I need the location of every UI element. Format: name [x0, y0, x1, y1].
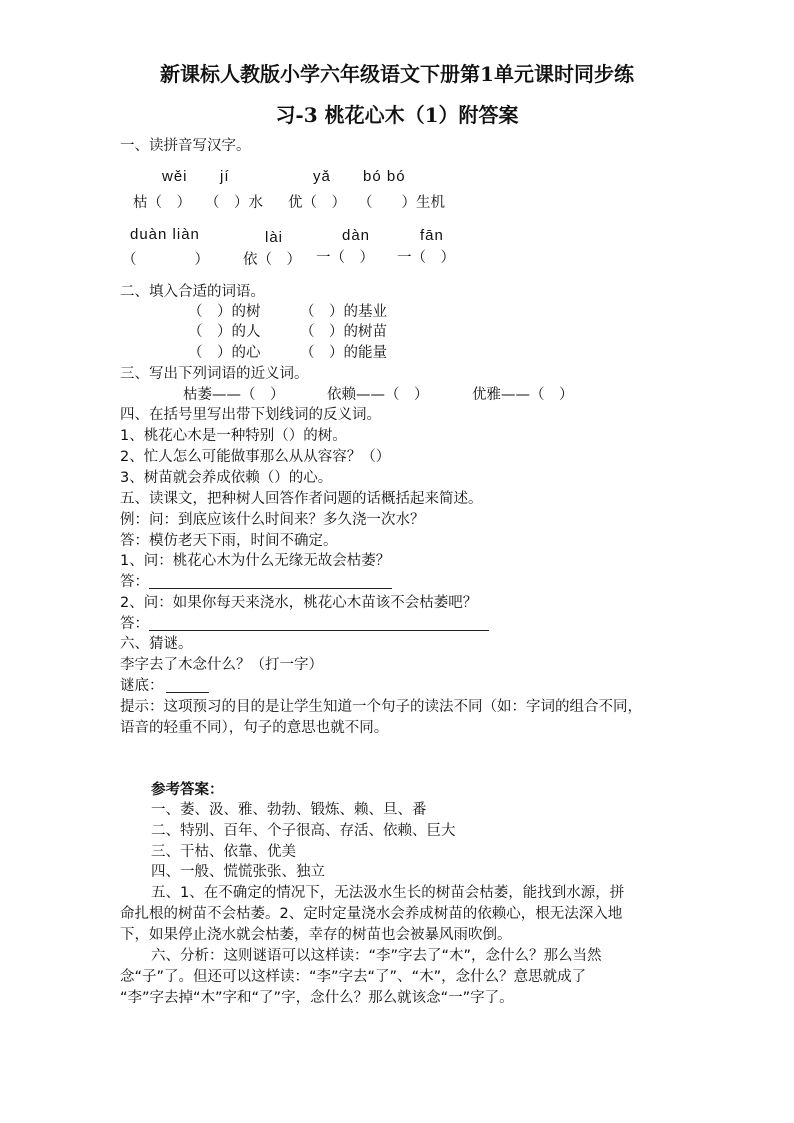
answer-section-6-line-2: 念“子”了。但还可以这样读：“李”字去“了”、“木”，念什么？意思就成了 [120, 969, 587, 985]
answer-section-6-line-3: “李”字去掉“木”字和“了”字，念什么？那么就该念“一”字了。 [120, 990, 514, 1006]
blank-yifan[interactable]: 一（ ） [397, 250, 455, 266]
section6-heading: 六、猜谜。 [120, 636, 193, 652]
pinyin-bobo: bó bó [363, 168, 406, 185]
question-1: 1、问：桃花心木为什么无缘无故会枯萎？ [120, 553, 391, 569]
section5-heading: 五、读课文，把种树人回答作者问题的话概括起来简述。 [120, 491, 483, 507]
hint-line-2: 语音的轻重不同），句子的意思也就不同。 [120, 720, 389, 736]
example-question: 例：问：到底应该什么时间来？多久浇一次水？ [120, 512, 425, 528]
page-title-line-2: 习-3 桃花心木（1）附答案 [275, 103, 519, 127]
hint-line-1: 提示：这项预习的目的是让学生知道一个句子的读法不同（如：字词的组合不同， [120, 699, 642, 715]
fill-row-1-right[interactable]: （ ）的基业 [300, 304, 387, 320]
section1-heading: 一、读拼音写汉字。 [120, 138, 251, 154]
fill-row-3-right[interactable]: （ ）的能量 [300, 345, 387, 361]
answer-section-6-line-1: 六、分析：这则谜语可以这样读：“李”字去了“木”，念什么？那么当然 [151, 948, 602, 964]
blank-yilai[interactable]: 依（ ） [243, 252, 301, 268]
pinyin-dan: dàn [342, 227, 371, 244]
synonym-youya[interactable]: 优雅——（ ） [472, 387, 574, 403]
answer-1-label: 答： [120, 574, 149, 590]
riddle-answer-label: 谜底： [120, 678, 164, 694]
riddle-text: 李字去了木念什么？（打一字） [120, 657, 323, 673]
answer-2-line[interactable] [149, 630, 489, 631]
answers-heading: 参考答案： [151, 782, 224, 798]
antonym-item-3[interactable]: 3、树苗就会养成依赖（）的心。 [120, 470, 333, 486]
blank-yidan[interactable]: 一（ ） [316, 250, 374, 266]
answer-section-2: 二、特别、百年、个子很高、存活、依赖、巨大 [151, 823, 456, 839]
pinyin-wei: wěi [162, 168, 188, 185]
section4-heading: 四、在括号里写出带下划线词的反义词。 [120, 407, 381, 423]
section2-heading: 二、填入合适的词语。 [120, 284, 265, 300]
synonym-kuwei[interactable]: 枯萎——（ ） [183, 387, 285, 403]
pinyin-ya: yǎ [313, 168, 331, 185]
pinyin-lai: lài [265, 229, 284, 246]
synonym-yilai[interactable]: 依赖——（ ） [327, 387, 429, 403]
answer-1-line[interactable] [149, 588, 392, 589]
blank-you[interactable]: 优（ ） [288, 195, 346, 211]
question-2: 2、问：如果你每天来浇水，桃花心木苗该不会枯萎吧？ [120, 595, 478, 611]
answer-section-3: 三、干枯、依靠、优美 [151, 844, 296, 860]
answer-section-5-line-2: 命扎根的树苗不会枯萎。2、定时定量浇水会养成树苗的依赖心，根无法深入地 [120, 906, 623, 922]
answer-2-label: 答： [120, 616, 149, 632]
blank-shengji[interactable]: （ ）生机 [358, 195, 445, 211]
fill-row-2-left[interactable]: （ ）的人 [188, 324, 261, 340]
page-title-line-1: 新课标人教版小学六年级语文下册第1单元课时同步练 [160, 62, 634, 86]
example-answer: 答：模仿老天下雨，时间不确定。 [120, 533, 338, 549]
answer-section-1: 一、萎、汲、雅、勃勃、锻炼、赖、旦、番 [151, 802, 427, 818]
blank-shui[interactable]: （ ）水 [205, 195, 263, 211]
blank-ku[interactable]: 枯（ ） [133, 195, 191, 211]
fill-row-1-left[interactable]: （ ）的树 [188, 304, 261, 320]
fill-row-2-right[interactable]: （ ）的树苗 [300, 324, 387, 340]
section3-heading: 三、写出下列词语的近义词。 [120, 366, 309, 382]
answer-section-5-line-3: 下，如果停止浇水就会枯萎，幸存的树苗也会被暴风雨吹倒。 [120, 927, 512, 943]
answer-section-5-line-1: 五、1、在不确定的情况下，无法汲水生长的树苗会枯萎，能找到水源，拼 [151, 885, 625, 901]
pinyin-duanlian: duàn liàn [130, 226, 200, 243]
antonym-item-1[interactable]: 1、桃花心木是一种特别（）的树。 [120, 428, 347, 444]
pinyin-ji: jí [220, 168, 230, 185]
antonym-item-2[interactable]: 2、忙人怎么可能做事那么从从容容？（） [120, 449, 391, 465]
pinyin-fan: fān [420, 227, 444, 244]
fill-row-3-left[interactable]: （ ）的心 [188, 345, 261, 361]
riddle-answer-line[interactable] [166, 692, 209, 693]
answer-section-4: 四、一般、慌慌张张、独立 [151, 864, 325, 880]
blank-duanlian[interactable]: （ ） [122, 252, 209, 268]
